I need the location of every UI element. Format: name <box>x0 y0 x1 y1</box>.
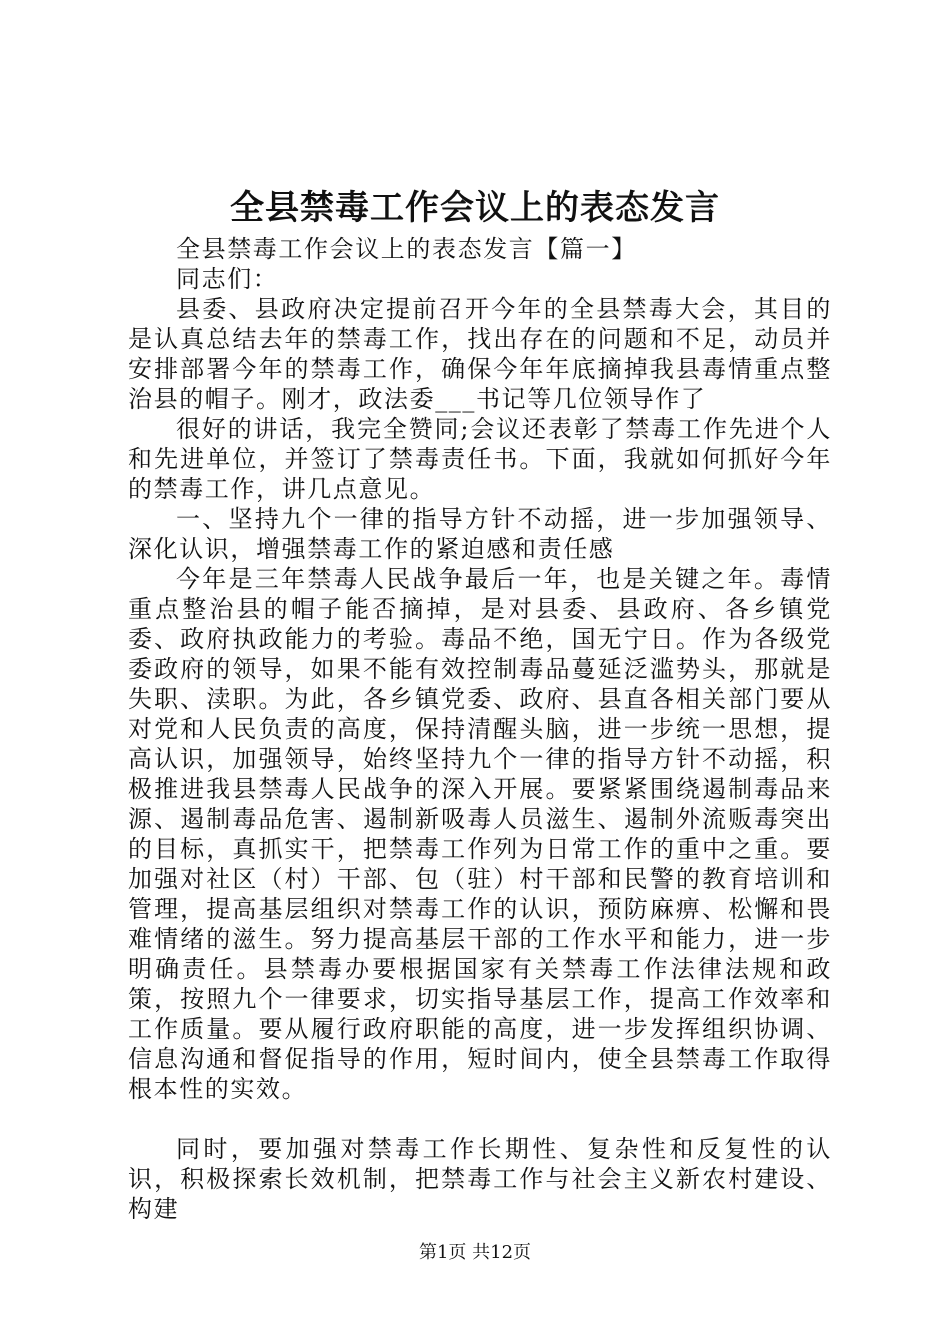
document-body <box>128 234 832 1224</box>
salutation: 同志们： <box>176 265 279 293</box>
paragraph-1: 县委、县政府决定提前召开今年的全县禁毒大会，其目的是认真总结去年的禁毒工作，找出存在的问题和不足，动员并安排部署今年的禁毒工作，确保今年年底摘掉我县毒情重点整治县的帽子。刚才，政法委___书记等几位领导作了 <box>128 295 832 413</box>
section-heading: 全县禁毒工作会议上的表态发言【篇一】 <box>176 235 637 263</box>
page-number: 第1页 共12页 <box>418 1242 532 1263</box>
document-title: 全县禁毒工作会议上的表态发言 <box>230 188 720 228</box>
subheading-1: 一、坚持九个一律的指导方针不动摇，进一步加强领导、深化认识，增强禁毒工作的紧迫感和责任感 <box>128 505 832 563</box>
paragraph-3: 今年是三年禁毒人民战争最后一年，也是关键之年。毒情重点整治县的帽子能否摘掉，是对县委、县政府、各乡镇党委、政府执政能力的考验。毒品不绝，国无宁日。作为各级党委政府的领导，如果不能有效控制毒品蔓延泛滥势头，那就是失职、渎职。为此，各乡镇党委、政府、县直各相关部门要从对党和人民负责的高度，保持清醒头脑，进一步统一思想，提高认识，加强领导，始终坚持九个一律的指导方针不动摇，积极推进我县禁毒人民战争的深入开展。要紧紧围绕遏制毒品来源、遏制毒品危害、遏制新吸毒人员滋生、遏制外流贩毒突出的目标，真抓实干，把禁毒工作列为日常工作的重中之重。要加强对社区（村）干部、包（驻）村干部和民警的教育培训和管理，提高基层组织对禁毒工作的认识，预防麻痹、松懈和畏难情绪的滋生。努力提高基层干部的工作水平和能力，进一步明确责任。县禁毒办要根据国家有关禁毒工作法律法规和政策，按照九个一律要求，切实指导基层工作，提高工作效率和工作质量。要从履行政府职能的高度，进一步发挥组织协调、信息沟通和督促指导的作用，短时间内，使全县禁毒工作取得根本性的实效。 <box>128 565 832 1103</box>
paragraph-2: 很好的讲话，我完全赞同;会议还表彰了禁毒工作先进个人和先进单位，并签订了禁毒责任书。下面，我就如何抓好今年的禁毒工作，讲几点意见。 <box>128 415 832 503</box>
paragraph-4: 同时，要加强对禁毒工作长期性、复杂性和反复性的认识，积极探索长效机制，把禁毒工作与社会主义新农村建设、构建 <box>128 1135 832 1223</box>
